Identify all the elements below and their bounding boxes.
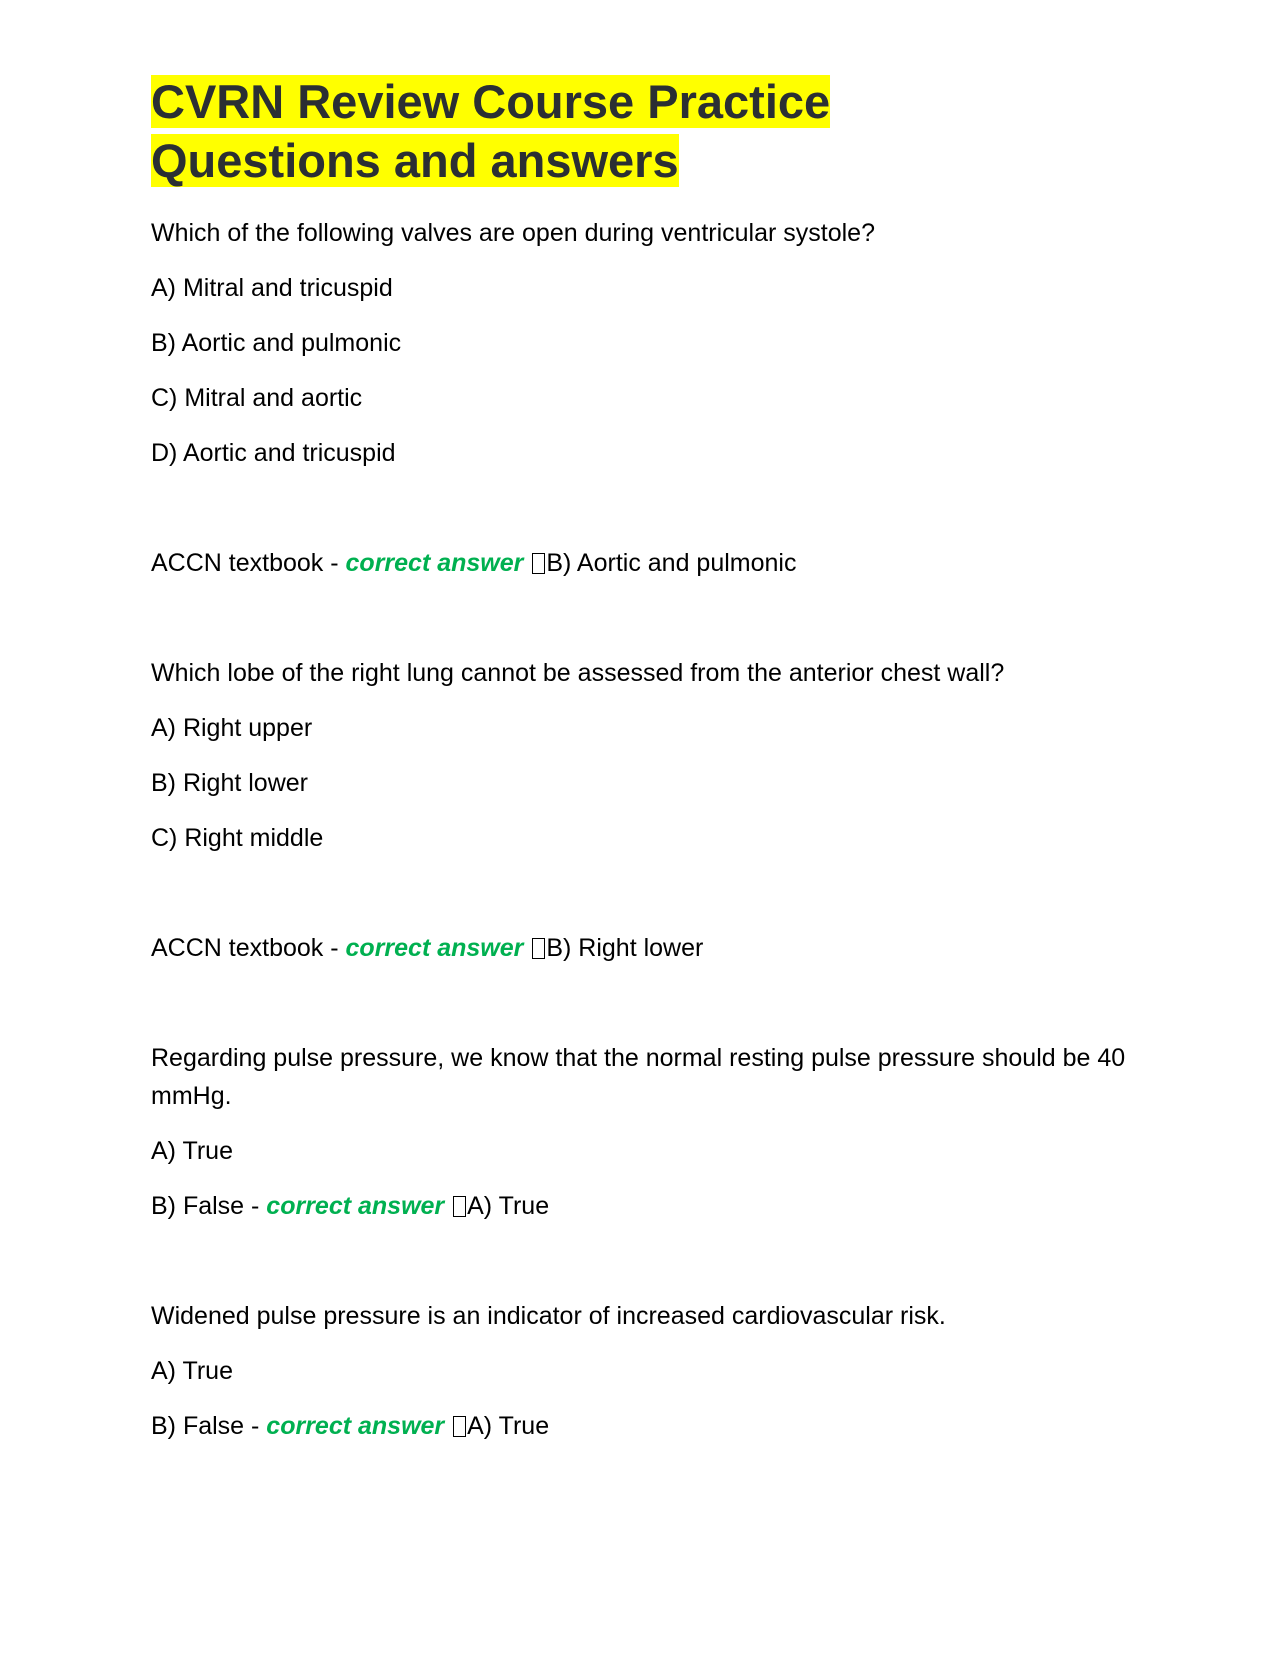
question-text: Regarding pulse pressure, we know that the normal resting pulse pressure should be 40 mmHg. [151,1044,1133,1110]
option-a: A) Mitral and tricuspid [151,274,393,302]
option-c: C) Mitral and aortic [151,384,363,412]
answer-text: A) True [467,1192,550,1220]
answer-text: B) Aortic and pulmonic [546,549,797,577]
checkbox-icon [453,1196,466,1217]
answer-line [151,929,1151,967]
option-b: B) Right lower [151,769,308,797]
question-block-2 [151,654,1151,967]
option-a: A) True [151,1357,233,1385]
question-text: Widened pulse pressure is an indicator of increased cardiovascular risk. [151,1302,946,1330]
question-block-1 [151,214,1151,582]
question-text: Which of the following valves are open during ventricular systole? [151,219,875,247]
title-line-1: CVRN Review Course Practice [151,75,831,128]
correct-answer-label: correct answer [345,934,524,962]
option-c: C) Right middle [151,824,324,852]
document-page [151,72,1151,1462]
answer-text: A) True [467,1412,550,1440]
answer-line [151,1407,1151,1445]
answer-line [151,1187,1151,1225]
option-b: B) Aortic and pulmonic [151,329,402,357]
correct-answer-label: correct answer [266,1192,445,1220]
option-a: A) True [151,1137,233,1165]
option-d: D) Aortic and tricuspid [151,439,396,467]
question-block-4 [151,1297,1151,1445]
document-title [151,72,1151,190]
correct-answer-label: correct answer [266,1412,445,1440]
source-text: ACCN textbook - [151,934,346,962]
correct-answer-label: correct answer [345,549,524,577]
option-b: B) False - [151,1192,267,1220]
answer-text: B) Right lower [546,934,704,962]
title-line-2: Questions and answers [151,134,679,187]
question-text: Which lobe of the right lung cannot be assessed from the anterior chest wall? [151,659,1005,687]
answer-line [151,544,1151,582]
checkbox-icon [532,553,545,574]
checkbox-icon [532,938,545,959]
checkbox-icon [453,1416,466,1437]
source-text: ACCN textbook - [151,549,346,577]
option-b: B) False - [151,1412,267,1440]
option-a: A) Right upper [151,714,313,742]
question-block-3 [151,1039,1151,1225]
